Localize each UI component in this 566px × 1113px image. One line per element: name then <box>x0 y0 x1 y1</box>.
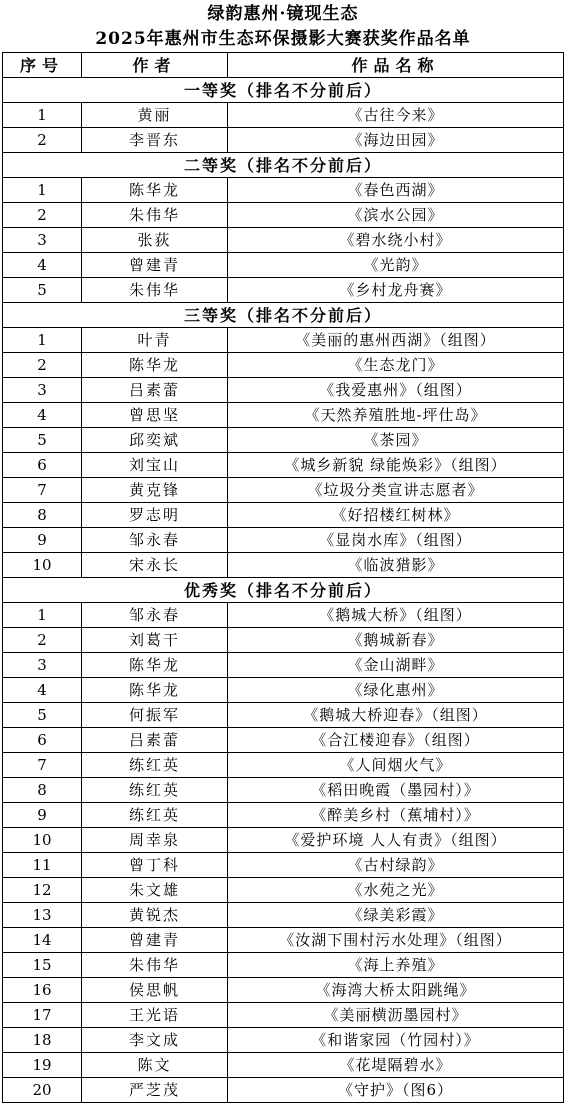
cell-no: 2 <box>3 353 82 378</box>
table-row <box>3 1078 564 1103</box>
cell-no: 5 <box>3 428 82 453</box>
cell-work: 《花堤隔碧水》 <box>228 1053 564 1078</box>
cell-work: 《海湾大桥太阳跳绳》 <box>228 978 564 1003</box>
table-row <box>3 503 564 528</box>
cell-author: 李晋东 <box>82 128 228 153</box>
cell-no: 10 <box>3 828 82 853</box>
table-row <box>3 678 564 703</box>
cell-work: 《绿化惠州》 <box>228 678 564 703</box>
table-row <box>3 553 564 578</box>
cell-no: 5 <box>3 703 82 728</box>
cell-work: 《生态龙门》 <box>228 353 564 378</box>
cell-work: 《爱护环境 人人有责》（组图） <box>228 828 564 853</box>
cell-author: 陈华龙 <box>82 178 228 203</box>
cell-no: 1 <box>3 103 82 128</box>
cell-no: 3 <box>3 378 82 403</box>
cell-no: 20 <box>3 1078 82 1103</box>
cell-work: 《鹅城大桥迎春》（组图） <box>228 703 564 728</box>
cell-author: 叶青 <box>82 328 228 353</box>
cell-author: 黄克锋 <box>82 478 228 503</box>
cell-no: 4 <box>3 403 82 428</box>
cell-author: 李文成 <box>82 1028 228 1053</box>
table-row <box>3 328 564 353</box>
table-row <box>3 628 564 653</box>
cell-work: 《古村绿韵》 <box>228 853 564 878</box>
table-row <box>3 878 564 903</box>
cell-work: 《和谐家园（竹园村）》 <box>228 1028 564 1053</box>
cell-author: 邱奕斌 <box>82 428 228 453</box>
column-header-work: 作品名称 <box>228 53 564 78</box>
cell-author: 曾思坚 <box>82 403 228 428</box>
cell-author: 周幸泉 <box>82 828 228 853</box>
table-row <box>3 228 564 253</box>
cell-work: 《垃圾分类宣讲志愿者》 <box>228 478 564 503</box>
cell-no: 9 <box>3 803 82 828</box>
cell-author: 曾建青 <box>82 928 228 953</box>
cell-author: 朱伟华 <box>82 278 228 303</box>
cell-author: 王光语 <box>82 1003 228 1028</box>
cell-work: 《人间烟火气》 <box>228 753 564 778</box>
cell-work: 《光韵》 <box>228 253 564 278</box>
table-row <box>3 1003 564 1028</box>
cell-work: 《醉美乡村（蕉埔村）》 <box>228 803 564 828</box>
section-title: 优秀奖（排名不分前后） <box>3 578 564 603</box>
cell-author: 刘宝山 <box>82 453 228 478</box>
cell-no: 8 <box>3 778 82 803</box>
table-row <box>3 128 564 153</box>
cell-no: 2 <box>3 628 82 653</box>
table-row <box>3 728 564 753</box>
table-row <box>3 278 564 303</box>
table-row <box>3 353 564 378</box>
table-row <box>3 403 564 428</box>
cell-author: 吕素蕾 <box>82 728 228 753</box>
column-header-author: 作者 <box>82 53 228 78</box>
table-row <box>3 253 564 278</box>
cell-work: 《鹅城新春》 <box>228 628 564 653</box>
table-row <box>3 428 564 453</box>
cell-author: 练红英 <box>82 778 228 803</box>
cell-no: 9 <box>3 528 82 553</box>
cell-work: 《水苑之光》 <box>228 878 564 903</box>
table-row <box>3 703 564 728</box>
table-row <box>3 103 564 128</box>
section-header-row <box>3 303 564 328</box>
cell-author: 罗志明 <box>82 503 228 528</box>
cell-author: 练红英 <box>82 803 228 828</box>
cell-no: 5 <box>3 278 82 303</box>
cell-work: 《绿美彩霞》 <box>228 903 564 928</box>
cell-no: 13 <box>3 903 82 928</box>
table-row <box>3 903 564 928</box>
cell-author: 陈文 <box>82 1053 228 1078</box>
cell-author: 何振军 <box>82 703 228 728</box>
cell-author: 严芝茂 <box>82 1078 228 1103</box>
cell-work: 《显岗水库》（组图） <box>228 528 564 553</box>
document-title-line1: 绿韵惠州·镜现生态 <box>207 4 359 24</box>
cell-work: 《临波猎影》 <box>228 553 564 578</box>
cell-work: 《我爱惠州》（组图） <box>228 378 564 403</box>
table-row <box>3 1053 564 1078</box>
document-title-line2: 2025年惠州市生态环保摄影大赛获奖作品名单 <box>95 29 471 49</box>
cell-work: 《稻田晚霞（墨园村）》 <box>228 778 564 803</box>
cell-no: 3 <box>3 653 82 678</box>
table-row <box>3 978 564 1003</box>
cell-no: 7 <box>3 753 82 778</box>
table-row <box>3 803 564 828</box>
cell-work: 《碧水绕小村》 <box>228 228 564 253</box>
section-header-row <box>3 78 564 103</box>
cell-author: 邹永春 <box>82 603 228 628</box>
cell-work: 《好招楼红树林》 <box>228 503 564 528</box>
cell-work: 《茶园》 <box>228 428 564 453</box>
cell-work: 《美丽的惠州西湖》（组图） <box>228 328 564 353</box>
cell-author: 陈华龙 <box>82 653 228 678</box>
cell-author: 张荻 <box>82 228 228 253</box>
cell-author: 朱文雄 <box>82 878 228 903</box>
cell-work: 《海上养殖》 <box>228 953 564 978</box>
cell-no: 8 <box>3 503 82 528</box>
cell-author: 曾建青 <box>82 253 228 278</box>
cell-no: 18 <box>3 1028 82 1053</box>
cell-no: 15 <box>3 953 82 978</box>
cell-no: 16 <box>3 978 82 1003</box>
cell-author: 宋永长 <box>82 553 228 578</box>
cell-no: 11 <box>3 853 82 878</box>
award-table <box>2 52 564 1103</box>
cell-work: 《天然养殖胜地-坪仕岛》 <box>228 403 564 428</box>
cell-author: 陈华龙 <box>82 678 228 703</box>
cell-no: 4 <box>3 253 82 278</box>
table-row <box>3 778 564 803</box>
table-row <box>3 853 564 878</box>
table-row <box>3 1028 564 1053</box>
cell-work: 《海边田园》 <box>228 128 564 153</box>
table-row <box>3 378 564 403</box>
cell-work: 《美丽横沥墨园村》 <box>228 1003 564 1028</box>
cell-no: 1 <box>3 178 82 203</box>
cell-author: 黄丽 <box>82 103 228 128</box>
table-row <box>3 928 564 953</box>
cell-no: 7 <box>3 478 82 503</box>
table-row <box>3 528 564 553</box>
cell-work: 《滨水公园》 <box>228 203 564 228</box>
table-row <box>3 453 564 478</box>
cell-author: 练红英 <box>82 753 228 778</box>
table-row <box>3 953 564 978</box>
cell-work: 《春色西湖》 <box>228 178 564 203</box>
cell-author: 刘葛干 <box>82 628 228 653</box>
table-row <box>3 653 564 678</box>
cell-work: 《古往今来》 <box>228 103 564 128</box>
cell-no: 6 <box>3 728 82 753</box>
section-header-row <box>3 578 564 603</box>
table-body <box>3 78 564 1103</box>
cell-author: 陈华龙 <box>82 353 228 378</box>
table-row <box>3 603 564 628</box>
cell-work: 《汝湖下围村污水处理》（组图） <box>228 928 564 953</box>
cell-work: 《乡村龙舟赛》 <box>228 278 564 303</box>
cell-no: 19 <box>3 1053 82 1078</box>
table-row <box>3 203 564 228</box>
section-title: 二等奖（排名不分前后） <box>3 153 564 178</box>
column-header-no: 序号 <box>3 53 82 78</box>
cell-no: 1 <box>3 328 82 353</box>
cell-author: 侯思帆 <box>82 978 228 1003</box>
cell-no: 10 <box>3 553 82 578</box>
cell-work: 《守护》（图6） <box>228 1078 564 1103</box>
cell-no: 6 <box>3 453 82 478</box>
section-title: 三等奖（排名不分前后） <box>3 303 564 328</box>
table-row <box>3 478 564 503</box>
section-header-row <box>3 153 564 178</box>
cell-no: 4 <box>3 678 82 703</box>
cell-author: 朱伟华 <box>82 203 228 228</box>
cell-no: 17 <box>3 1003 82 1028</box>
cell-no: 12 <box>3 878 82 903</box>
table-row <box>3 753 564 778</box>
cell-no: 2 <box>3 128 82 153</box>
cell-no: 14 <box>3 928 82 953</box>
cell-author: 黄锐杰 <box>82 903 228 928</box>
cell-work: 《合江楼迎春》（组图） <box>228 728 564 753</box>
table-row <box>3 828 564 853</box>
cell-no: 2 <box>3 203 82 228</box>
section-title: 一等奖（排名不分前后） <box>3 78 564 103</box>
cell-author: 邹永春 <box>82 528 228 553</box>
cell-work: 《金山湖畔》 <box>228 653 564 678</box>
cell-author: 曾丁科 <box>82 853 228 878</box>
cell-author: 朱伟华 <box>82 953 228 978</box>
cell-no: 3 <box>3 228 82 253</box>
cell-work: 《鹅城大桥》（组图） <box>228 603 564 628</box>
table-header-row <box>3 53 564 78</box>
cell-work: 《城乡新貌 绿能焕彩》（组图） <box>228 453 564 478</box>
table-row <box>3 178 564 203</box>
cell-no: 1 <box>3 603 82 628</box>
cell-author: 吕素蕾 <box>82 378 228 403</box>
